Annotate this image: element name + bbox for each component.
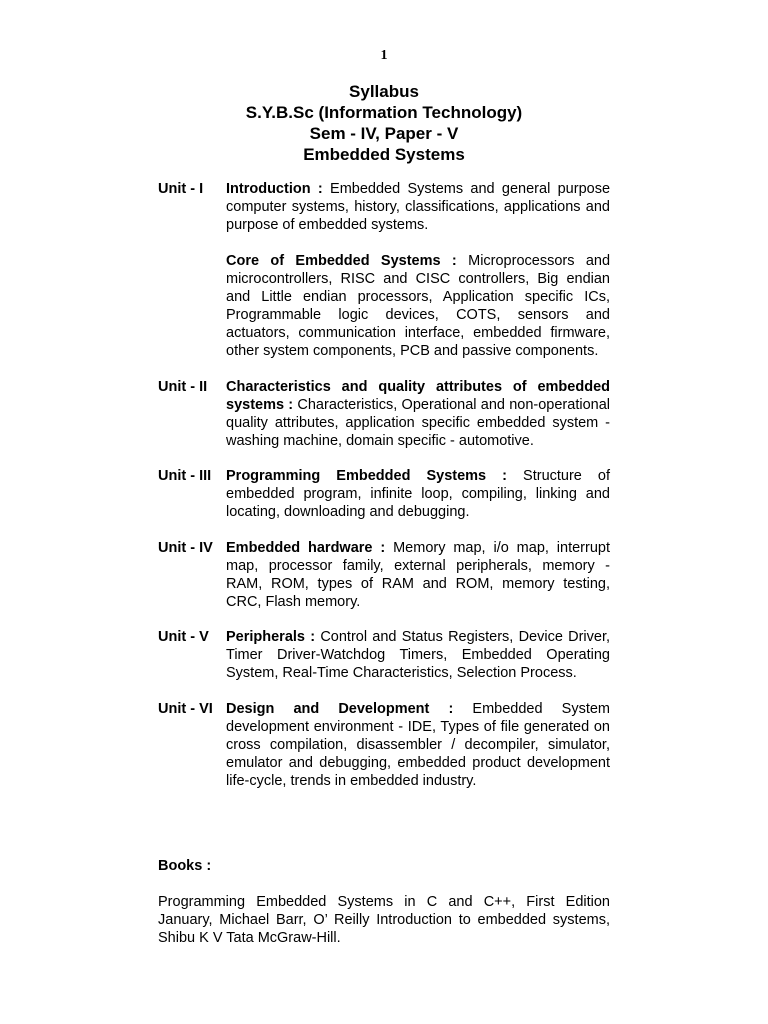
unit-label: Unit - VI xyxy=(158,701,213,717)
title-semester-paper: Sem - IV, Paper - V xyxy=(309,124,459,143)
unit-body xyxy=(226,180,610,360)
unit-label: Unit - I xyxy=(158,181,204,197)
units-list xyxy=(158,180,610,790)
unit-5 xyxy=(158,628,610,682)
unit-label: Unit - III xyxy=(158,468,212,484)
unit-topic: Characteristics and quality attributes of embedded systems : xyxy=(226,379,610,413)
unit-paragraph xyxy=(226,700,610,790)
unit-text: Characteristics, Operational and non-operational quality attributes, application specific embedded system - washing machine, domain specific - automotive. xyxy=(226,397,610,449)
title-subject: Embedded Systems xyxy=(303,145,465,164)
unit-paragraph xyxy=(226,252,610,360)
unit-topic: Design and Development : xyxy=(226,701,454,717)
title-course: S.Y.B.Sc (Information Technology) xyxy=(245,103,523,122)
unit-body xyxy=(226,378,610,450)
books-heading: Books : xyxy=(158,858,212,874)
syllabus-title xyxy=(0,81,768,165)
unit-2 xyxy=(158,378,610,450)
unit-body xyxy=(226,700,610,790)
unit-text: Structure of embedded program, infinite loop, compiling, linking and locating, downloading and debugging. xyxy=(226,468,611,520)
unit-paragraph xyxy=(226,378,610,450)
unit-label: Unit - V xyxy=(158,629,209,645)
unit-6 xyxy=(158,700,610,790)
unit-text: Microprocessors and microcontrollers, RISC and CISC controllers, Big endian and Little endian processors, Application specific ICs, Programmable logic devices, COTS, sensors and actuators, communication interface, embedded firmware, other system components, PCB and passive components. xyxy=(226,253,611,359)
unit-text: Embedded Systems and general purpose computer systems, history, classifications, applications and purpose of embedded systems. xyxy=(226,181,611,233)
unit-text: Embedded System development environment - IDE, Types of file generated on cross compilation, disassembler / decompiler, simulator, emulator and debugging, embedded product development life-cycle, trends in embedded industry. xyxy=(226,701,611,789)
unit-topic: Embedded hardware : xyxy=(226,540,386,556)
unit-topic: Core of Embedded Systems : xyxy=(226,253,457,269)
unit-text: Control and Status Registers, Device Driver, Timer Driver-Watchdog Timers, Embedded Operating System, Real-Time Characteristics, Selection Process. xyxy=(226,629,611,681)
page-number: 1 xyxy=(380,48,388,63)
unit-text: Memory map, i/o map, interrupt map, processor family, external peripherals, memory - RAM, ROM, types of RAM and ROM, memory testing, CRC, Flash memory. xyxy=(226,540,610,610)
unit-paragraph xyxy=(226,628,610,682)
unit-body xyxy=(226,628,610,682)
unit-label: Unit - IV xyxy=(158,540,213,556)
unit-body xyxy=(226,539,610,611)
unit-paragraph xyxy=(226,539,610,611)
unit-paragraph xyxy=(226,180,610,234)
unit-label: Unit - II xyxy=(158,379,208,395)
unit-topic: Programming Embedded Systems : xyxy=(226,468,507,484)
unit-1 xyxy=(158,180,610,360)
unit-paragraph xyxy=(226,467,610,521)
title-syllabus: Syllabus xyxy=(349,82,419,101)
unit-topic: Peripherals : xyxy=(226,629,316,645)
books-list: Programming Embedded Systems in C and C++, First Edition January, Michael Barr, O’ Reilly Introduction to embedded systems, Shibu K V Tata McGraw-Hill. xyxy=(158,894,610,946)
unit-body xyxy=(226,467,610,521)
unit-topic: Introduction : xyxy=(226,181,323,197)
unit-3 xyxy=(158,467,610,521)
unit-4 xyxy=(158,539,610,611)
